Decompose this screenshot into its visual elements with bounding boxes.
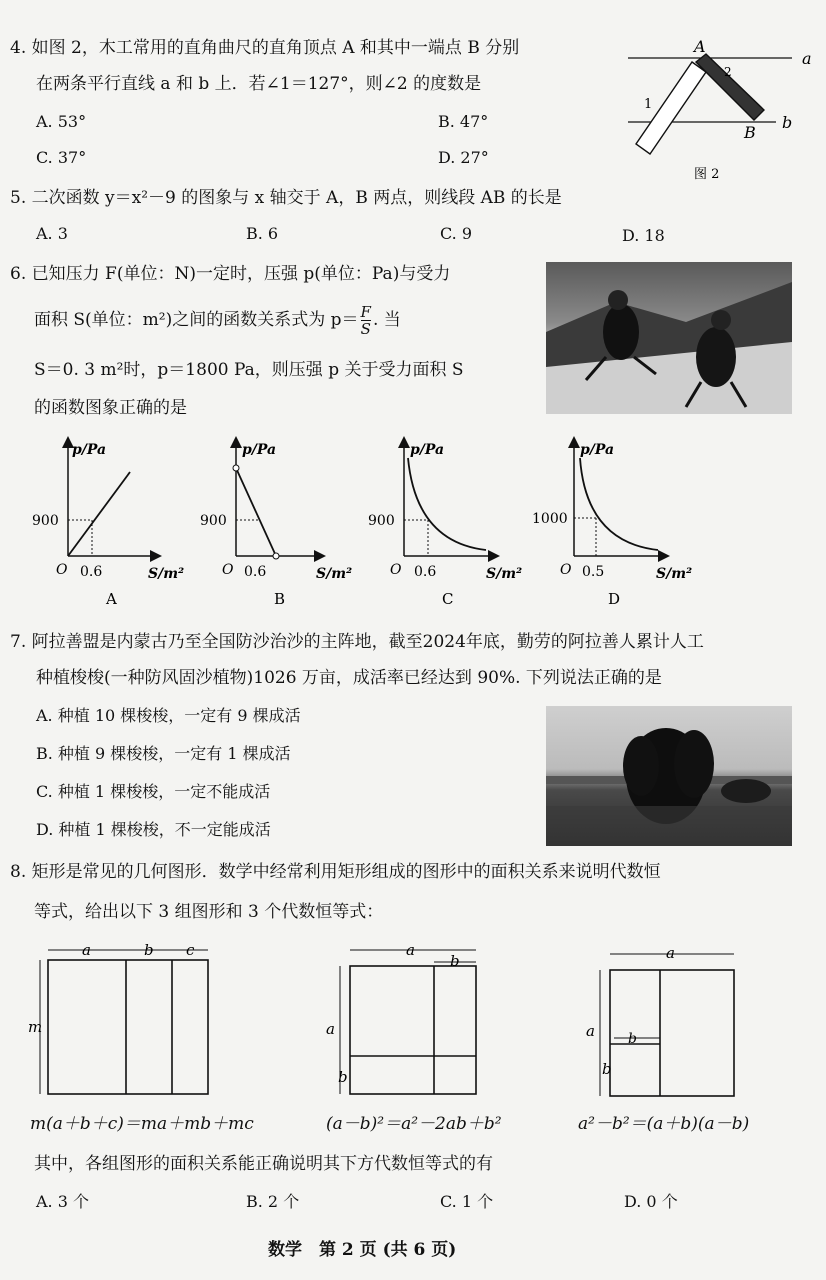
q5-option-b: B. 6 [246, 224, 279, 243]
graph-b-label: B [274, 590, 286, 608]
q6-line4: 的函数图象正确的是 [34, 398, 187, 418]
fig2-caption: 图 2 [694, 167, 720, 182]
fig3-label-b-mid: b [628, 1031, 637, 1047]
fig2-label-2: 2 [724, 65, 732, 79]
graph-d-xtick: 0.5 [582, 564, 605, 580]
fig2-label-b-side: b [338, 1068, 348, 1086]
graph-b-line [236, 468, 276, 556]
graph-d-curve [580, 458, 658, 550]
graph-b [200, 442, 352, 608]
q8-option-c: C. 1 个 [440, 1192, 494, 1211]
fig2-label-a-top: a [406, 941, 415, 959]
graph-b-origin: O [222, 562, 234, 578]
graph-c-origin: O [390, 562, 402, 578]
q7-line2: 种植梭梭(一种防风固沙植物)1026 万亩，成活率已经达到 90%. 下列说法正确的是 [36, 668, 662, 688]
q8-eq-3: a²－b²＝(a＋b)(a－b) [578, 1114, 750, 1134]
graph-c-xlabel: S/m² [486, 566, 523, 582]
q8-eq-1: m(a＋b＋c)＝ma＋mb＋mc [30, 1114, 254, 1134]
fig1-label-m: m [28, 1018, 43, 1036]
graph-c [368, 442, 522, 608]
q5-option-d: D. 18 [622, 226, 665, 245]
q8-line3: 其中，各组图形的面积关系能正确说明其下方代数恒等式的有 [34, 1154, 493, 1174]
q4-line1: 4. 如图 2，木工常用的直角曲尺的直角顶点 A 和其中一端点 B 分别 [10, 38, 520, 58]
graph-a-label: A [106, 590, 117, 608]
fig2-label-1: 1 [644, 97, 653, 112]
q4-option-a: A. 53° [36, 112, 87, 131]
fig2-label-b: b [782, 113, 793, 132]
q4-option-d: D. 27° [438, 148, 489, 167]
graph-c-curve [408, 458, 486, 550]
q7-option-c: C. 种植 1 棵梭梭，一定不能成活 [36, 782, 271, 801]
fig1-label-c: c [186, 941, 195, 959]
fig2-label-A: A [694, 37, 706, 56]
graph-c-ytick: 900 [368, 513, 395, 529]
graph-d [532, 442, 692, 608]
skiing-photo [546, 262, 792, 414]
q6-fraction: $\frac{F}{S}$ [360, 303, 371, 338]
graph-b-xlabel: S/m² [316, 566, 353, 582]
q8-figure-2 [316, 940, 496, 1104]
graph-d-ytick: 1000 [532, 511, 568, 527]
graph-c-label: C [442, 590, 454, 608]
graph-c-xtick: 0.6 [414, 564, 437, 580]
q5-option-a: A. 3 [36, 224, 68, 243]
q6-line1: 6. 已知压力 F(单位：N)一定时，压强 p(单位：Pa)与受力 [10, 264, 451, 284]
q7-option-d: D. 种植 1 棵梭梭，不一定能成活 [36, 820, 271, 839]
q6-graphs [30, 432, 790, 610]
q7-line1: 7. 阿拉善盟是内蒙古乃至全国防沙治沙的主阵地，截至2024年底，勤劳的阿拉善人累计人工 [10, 632, 704, 652]
fig2-label-a: a [802, 49, 812, 68]
graph-c-ylabel: p/Pa [410, 442, 445, 458]
q8-line1: 8. 矩形是常见的几何图形．数学中经常利用矩形组成的图形中的面积关系来说明代数恒 [10, 862, 661, 882]
q5-option-c: C. 9 [440, 224, 473, 243]
fig1-label-a: a [82, 941, 91, 959]
graph-a-line [68, 472, 130, 556]
fig3-label-a-top: a [666, 944, 675, 962]
q8-line2: 等式，给出以下 3 组图形和 3 个代数恒等式： [34, 902, 384, 922]
graph-b-ytick: 900 [200, 513, 227, 529]
saxaul-photo [546, 706, 792, 846]
q8-eq-2: (a－b)²＝a²－2ab＋b² [326, 1114, 502, 1134]
graph-d-xlabel: S/m² [656, 566, 693, 582]
q6-line2: 面积 S(单位：m²)之间的函数关系式为 p＝ $\frac{F}{S}$ . 当 [34, 303, 401, 338]
fig2-label-b-top: b [450, 952, 460, 970]
q8-option-a: A. 3 个 [36, 1192, 89, 1211]
q7-option-a: A. 种植 10 棵梭梭，一定有 9 棵成活 [36, 706, 301, 725]
q8-figure-1 [26, 940, 226, 1104]
graph-a-xtick: 0.6 [80, 564, 103, 580]
graph-d-label: D [608, 590, 621, 608]
graph-a [32, 442, 184, 608]
graph-a-xlabel: S/m² [148, 566, 185, 582]
q4-option-c: C. 37° [36, 148, 87, 167]
fig2-label-a-side: a [326, 1020, 335, 1038]
fig3-label-b-side: b [602, 1060, 612, 1078]
q5-question: 5. 二次函数 y＝x²－9 的图象与 x 轴交于 A，B 两点，则线段 AB 的长是 [10, 188, 562, 208]
graph-d-origin: O [560, 562, 572, 578]
q8-figure-3 [580, 940, 760, 1104]
graph-d-ylabel: p/Pa [580, 442, 615, 458]
q8-option-d: D. 0 个 [624, 1192, 678, 1211]
graph-a-ylabel: p/Pa [72, 442, 107, 458]
graph-a-origin: O [56, 562, 68, 578]
fig1-label-b: b [144, 941, 154, 959]
fig3-label-a-side: a [586, 1022, 595, 1040]
q4-line2: 在两条平行直线 a 和 b 上．若∠1＝127°，则∠2 的度数是 [36, 74, 482, 94]
q4-option-b: B. 47° [438, 112, 489, 131]
page-footer: 数学 第 2 页 (共 6 页) [268, 1240, 457, 1260]
fig2-label-B: B [744, 123, 756, 142]
q4-figure-ruler [626, 34, 822, 190]
graph-b-ylabel: p/Pa [242, 442, 277, 458]
q8-option-b: B. 2 个 [246, 1192, 300, 1211]
graph-b-xtick: 0.6 [244, 564, 267, 580]
q6-line3: S＝0. 3 m²时，p＝1800 Pa，则压强 p 关于受力面积 S [34, 360, 464, 380]
q7-option-b: B. 种植 9 棵梭梭，一定有 1 棵成活 [36, 744, 291, 763]
graph-a-ytick: 900 [32, 513, 59, 529]
